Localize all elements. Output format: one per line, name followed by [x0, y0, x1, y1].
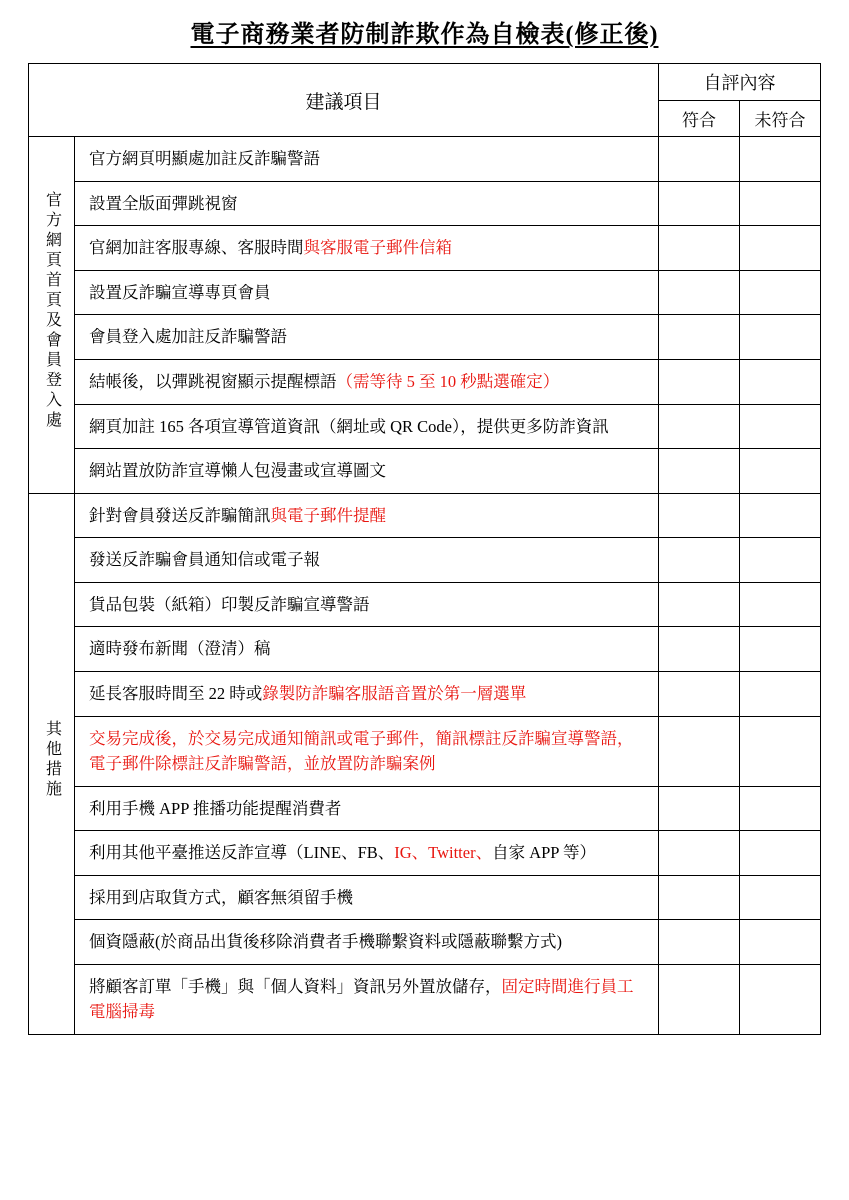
table-row: [29, 315, 821, 360]
non-conform-checkbox-cell[interactable]: [740, 831, 821, 876]
item-text: [75, 137, 659, 182]
table-row: [29, 493, 821, 538]
item-text: [75, 493, 659, 538]
table-row: [29, 627, 821, 672]
item-text: [75, 671, 659, 716]
item-text-segment: 設置反詐騙宣導專頁會員: [89, 282, 271, 302]
item-text-segment: 官網加註客服專線、客服時間: [89, 238, 304, 258]
conform-checkbox-cell[interactable]: [659, 964, 740, 1034]
conform-checkbox-cell[interactable]: [659, 226, 740, 271]
item-text: [75, 627, 659, 672]
conform-checkbox-cell[interactable]: [659, 627, 740, 672]
item-text-segment: 與客服電子郵件信箱: [303, 238, 452, 258]
item-text-segment: 適時發布新聞（澄清）稿: [89, 639, 271, 659]
item-text-segment: 利用手機 APP 推播功能提醒消費者: [89, 798, 342, 818]
table-row: [29, 671, 821, 716]
group-label: 官方網頁首頁及會員登入處: [43, 191, 61, 432]
item-text-segment: （需等待 5 至 10 秒點選確定）: [336, 372, 560, 391]
table-row: [29, 226, 821, 271]
item-text: [75, 181, 659, 226]
conform-checkbox-cell[interactable]: [659, 493, 740, 538]
item-text: [75, 226, 659, 271]
header-item-col: 建議項目: [29, 64, 659, 137]
table-row: [29, 920, 821, 965]
conform-checkbox-cell[interactable]: [659, 875, 740, 920]
table-row: [29, 582, 821, 627]
item-text: [75, 360, 659, 405]
group-label: 其他措施: [43, 720, 61, 801]
non-conform-checkbox-cell[interactable]: [740, 627, 821, 672]
non-conform-checkbox-cell[interactable]: [740, 964, 821, 1034]
non-conform-checkbox-cell[interactable]: [740, 582, 821, 627]
item-text-segment: 貨品包裝（紙箱）印製反詐騙宣導警語: [89, 594, 370, 614]
conform-checkbox-cell[interactable]: [659, 360, 740, 405]
item-text: [75, 920, 659, 965]
non-conform-checkbox-cell[interactable]: [740, 315, 821, 360]
conform-checkbox-cell[interactable]: [659, 831, 740, 876]
table-row: [29, 404, 821, 449]
non-conform-checkbox-cell[interactable]: [740, 920, 821, 965]
table-row: [29, 831, 821, 876]
item-text: [75, 582, 659, 627]
non-conform-checkbox-cell[interactable]: [740, 493, 821, 538]
item-text: [75, 449, 659, 494]
item-text: [75, 538, 659, 583]
conform-checkbox-cell[interactable]: [659, 449, 740, 494]
header-conform: 符合: [659, 101, 740, 137]
item-text-segment: 結帳後，以彈跳視窗顯示提醒標語: [89, 372, 337, 391]
conform-checkbox-cell[interactable]: [659, 582, 740, 627]
item-text-segment: 網站置放防詐宣導懶人包漫畫或宣導圖文: [89, 461, 386, 481]
non-conform-checkbox-cell[interactable]: [740, 270, 821, 315]
item-text: [75, 875, 659, 920]
item-text-segment: 錄製防詐騙客服語音置於第一層選單: [262, 683, 527, 703]
item-text-segment: IG、Twitter、: [394, 843, 493, 863]
header-self-eval: 自評內容: [659, 64, 821, 101]
item-text-segment: 固定時間進行員工電腦掃毒: [89, 976, 634, 1022]
table-row: [29, 270, 821, 315]
non-conform-checkbox-cell[interactable]: [740, 226, 821, 271]
non-conform-checkbox-cell[interactable]: [740, 404, 821, 449]
item-text-segment: 設置全版面彈跳視窗: [89, 193, 238, 213]
table-body: [29, 137, 821, 1035]
item-text-segment: 利用其他平臺推送反詐宣導（LINE、FB、: [89, 843, 395, 863]
item-text: [75, 315, 659, 360]
non-conform-checkbox-cell[interactable]: [740, 538, 821, 583]
table-row: [29, 875, 821, 920]
item-text: [75, 964, 659, 1034]
item-text-segment: 延長客服時間至 22 時或: [89, 683, 263, 703]
table-row: [29, 964, 821, 1034]
item-text-segment: 發送反詐騙會員通知信或電子報: [89, 550, 320, 570]
header-non-conform: 未符合: [740, 101, 821, 137]
item-text-segment: 交易完成後，於交易完成通知簡訊或電子郵件，簡訊標註反詐騙宣導警語，電子郵件除標註反詐騙警語，並放置防詐騙案例: [89, 728, 634, 774]
item-text: [75, 831, 659, 876]
table-row: [29, 181, 821, 226]
page-title: [28, 20, 821, 51]
non-conform-checkbox-cell[interactable]: [740, 875, 821, 920]
group-label-cell: [29, 493, 75, 1034]
item-text-segment: 採用到店取貨方式，顧客無須留手機: [89, 887, 353, 907]
non-conform-checkbox-cell[interactable]: [740, 786, 821, 831]
non-conform-checkbox-cell[interactable]: [740, 137, 821, 182]
conform-checkbox-cell[interactable]: [659, 315, 740, 360]
group-label-cell: [29, 137, 75, 494]
item-text-segment: 與電子郵件提醒: [270, 505, 386, 525]
conform-checkbox-cell[interactable]: [659, 786, 740, 831]
conform-checkbox-cell[interactable]: [659, 671, 740, 716]
table-row: [29, 538, 821, 583]
non-conform-checkbox-cell[interactable]: [740, 716, 821, 786]
table-row: [29, 360, 821, 405]
conform-checkbox-cell[interactable]: [659, 404, 740, 449]
page-title-text: 電子商務業者防制詐欺作為自檢表(修正後): [190, 22, 659, 48]
item-text: [75, 270, 659, 315]
table-row: [29, 137, 821, 182]
conform-checkbox-cell[interactable]: [659, 270, 740, 315]
item-text-segment: 官方網頁明顯處加註反詐騙警語: [89, 149, 320, 169]
item-text-segment: 個資隱蔽(於商品出貨後移除消費者手機聯繫資料或隱蔽聯繫方式): [89, 932, 562, 952]
table-row: [29, 449, 821, 494]
item-text: [75, 404, 659, 449]
conform-checkbox-cell[interactable]: [659, 137, 740, 182]
item-text-segment: 將顧客訂單「手機」與「個人資料」資訊另外置放儲存，: [89, 976, 502, 996]
non-conform-checkbox-cell[interactable]: [740, 449, 821, 494]
item-text-segment: 會員登入處加註反詐騙警語: [89, 327, 287, 347]
table-row: [29, 786, 821, 831]
item-text-segment: 針對會員發送反詐騙簡訊: [89, 505, 271, 525]
non-conform-checkbox-cell[interactable]: [740, 360, 821, 405]
item-text: [75, 786, 659, 831]
item-text-segment: 自家 APP 等）: [492, 843, 596, 863]
item-text-segment: 網頁加註 165 各項宣導管道資訊（網址或 QR Code），提供更多防詐資訊: [89, 416, 609, 436]
self-check-table: [28, 63, 821, 1035]
conform-checkbox-cell[interactable]: [659, 181, 740, 226]
conform-checkbox-cell[interactable]: [659, 716, 740, 786]
conform-checkbox-cell[interactable]: [659, 538, 740, 583]
non-conform-checkbox-cell[interactable]: [740, 181, 821, 226]
table-header: [29, 64, 821, 137]
table-row: [29, 716, 821, 786]
conform-checkbox-cell[interactable]: [659, 920, 740, 965]
item-text: [75, 716, 659, 786]
non-conform-checkbox-cell[interactable]: [740, 671, 821, 716]
